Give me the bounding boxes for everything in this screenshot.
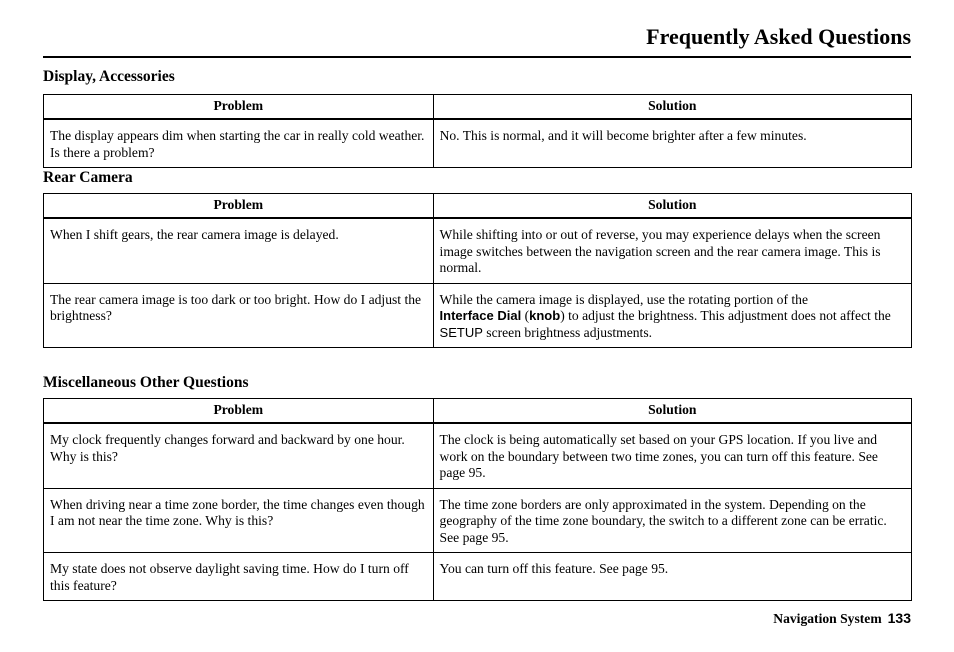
column-header-solution: Solution: [433, 399, 911, 424]
solution-cell: No. This is normal, and it will become brighter after a few minutes.: [433, 119, 911, 168]
column-header-solution: Solution: [433, 95, 911, 120]
faq-table-display: [43, 94, 912, 168]
solution-text: ) to adjust the brightness. This adjustment does not affect the: [560, 308, 891, 323]
table-header-row: [44, 399, 912, 424]
problem-cell: When I shift gears, the rear camera image is delayed.: [44, 218, 434, 283]
interface-dial-label: Interface Dial: [439, 308, 522, 323]
page-footer: [773, 610, 911, 627]
page-title: Frequently Asked Questions: [646, 24, 911, 49]
section-heading-misc: Miscellaneous Other Questions: [43, 374, 249, 391]
solution-cell: The clock is being automatically set based on your GPS location. If you live and work on the boundary between two time zones, you can turn off this feature. See page 95.: [433, 423, 911, 488]
table-header-row: [44, 95, 912, 120]
problem-cell: When driving near a time zone border, the time changes even though I am not near the time zone. Why is this?: [44, 488, 434, 553]
column-header-problem: Problem: [44, 399, 434, 424]
column-header-problem: Problem: [44, 194, 434, 219]
section-heading-rear-camera: Rear Camera: [43, 169, 133, 186]
table-row: [44, 553, 912, 601]
title-divider: [43, 56, 911, 58]
table-row: [44, 423, 912, 488]
column-header-solution: Solution: [433, 194, 911, 219]
problem-cell: The rear camera image is too dark or too bright. How do I adjust the brightness?: [44, 283, 434, 348]
problem-cell: My clock frequently changes forward and backward by one hour. Why is this?: [44, 423, 434, 488]
page-number: 133: [887, 610, 911, 626]
solution-cell: The time zone borders are only approximated in the system. Depending on the geography of the time zone boundary, the switch to a different zone can be erratic. See page 95.: [433, 488, 911, 553]
column-header-problem: Problem: [44, 95, 434, 120]
solution-text: screen brightness adjustments.: [482, 324, 653, 340]
footer-label: Navigation System: [773, 611, 882, 626]
table-row: [44, 488, 912, 553]
solution-cell: [433, 283, 911, 348]
solution-cell: While shifting into or out of reverse, you may experience delays when the screen image switches between the navigation screen and the rear camera image. This is normal.: [433, 218, 911, 283]
solution-cell: You can turn off this feature. See page 95.: [433, 553, 911, 601]
faq-table-rear-camera: [43, 193, 912, 348]
problem-cell: My state does not observe daylight saving time. How do I turn off this feature?: [44, 553, 434, 601]
solution-text: (: [521, 308, 530, 323]
setup-label: SETUP: [439, 324, 483, 340]
table-row: [44, 283, 912, 348]
faq-table-misc: [43, 398, 912, 601]
table-row: [44, 119, 912, 168]
section-heading-display: Display, Accessories: [43, 68, 175, 85]
solution-text: While the camera image is displayed, use the rotating portion of the: [439, 291, 808, 307]
knob-label: knob: [529, 308, 561, 323]
table-row: [44, 218, 912, 283]
problem-cell: The display appears dim when starting the car in really cold weather. Is there a problem?: [44, 119, 434, 168]
table-header-row: [44, 194, 912, 219]
